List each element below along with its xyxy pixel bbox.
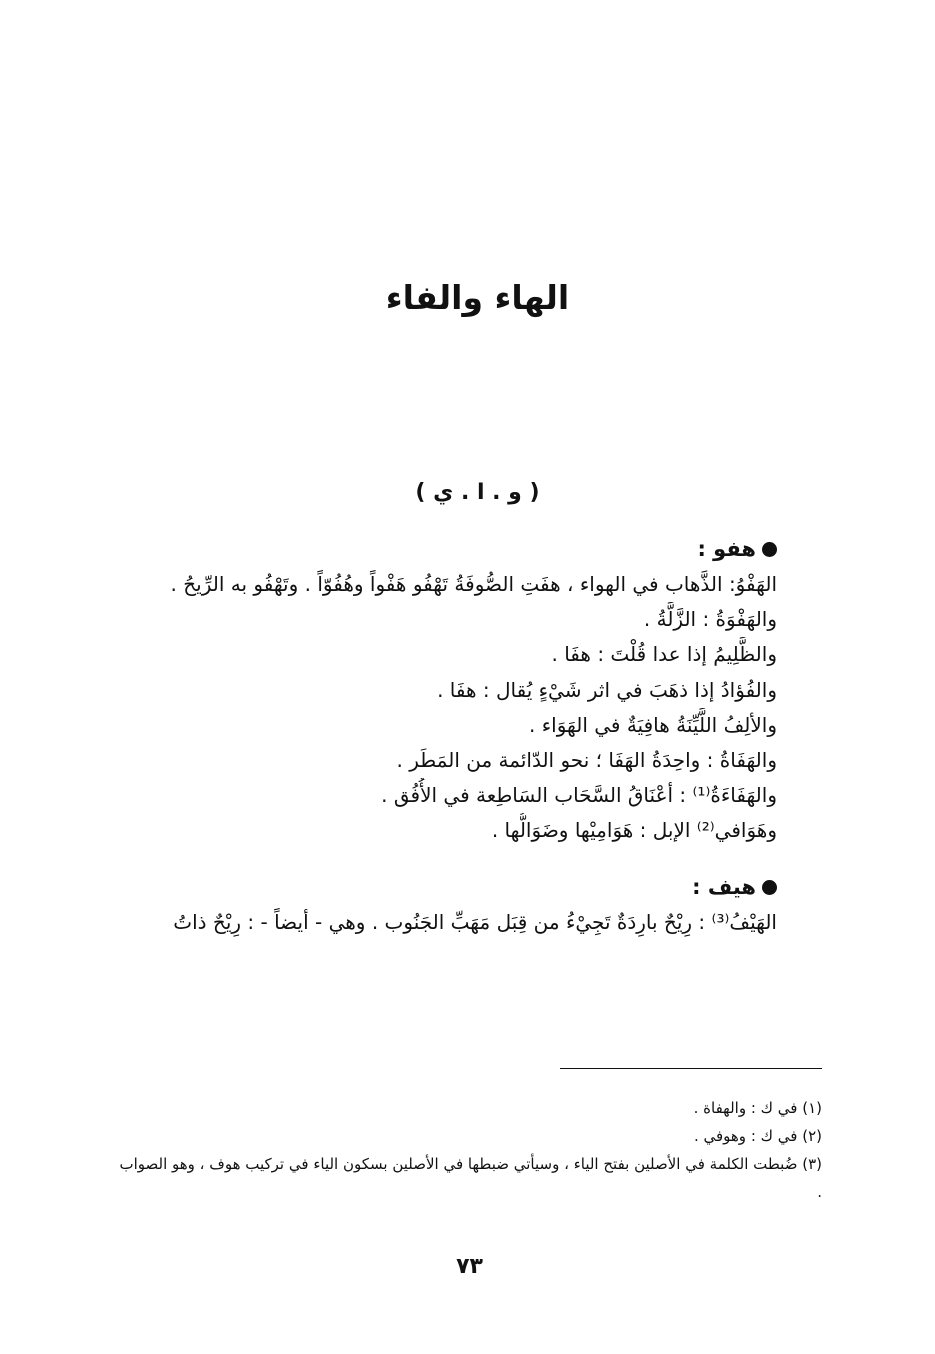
entry-hafw <box>117 531 777 849</box>
headword-text: هيف : <box>692 874 756 899</box>
entry-line: والألِفُ اللَّيِّنَةُ هافِيَةٌ في الهَوَاء . <box>529 712 777 737</box>
page-title: الهاء والفاء <box>385 278 570 317</box>
entry-line: والظَّلِيمُ إذا عدا قُلْتَ : هفَا . <box>551 642 777 667</box>
footnotes <box>112 1094 822 1206</box>
root-section-label: ( و . ا . ي ) <box>415 480 540 505</box>
dictionary-entries <box>117 531 777 940</box>
entry-hayf <box>117 869 777 940</box>
entry-line: وهَوَافي⁽²⁾ الإبل : هَوَامِيْها وضَوَالُّها . <box>491 818 777 843</box>
footnote: (١) في ك : والهفاة . <box>693 1099 822 1117</box>
entry-line: والفُؤادُ إذا ذهَبَ في اثر شَيْءٍ يُقال : هفَا . <box>437 677 777 702</box>
entry-line: والهَفَاءَةُ⁽¹⁾ : أعْنَاقُ السَّحَاب السَاطِعة في الأُفُق . <box>381 783 777 808</box>
entry-line: الهَيْفُ⁽³⁾ : رِيْحٌ بارِدَةٌ تَجِيْءُ من قِبَل مَهَبِّ الجَنُوب . وهي - أيضاً - : رِيْحٌ ذاتُ <box>173 909 777 934</box>
entry-headword <box>117 869 777 905</box>
entry-line: والهَفْوَةُ : الزَّلَّةُ . <box>643 607 777 632</box>
entry-line: والهَفَاةُ : واحِدَةُ الهَفَا ؛ نحو الدّائمة من المَطَر . <box>396 747 777 772</box>
headword-text: هفو : <box>697 537 756 561</box>
bullet-icon <box>762 542 777 557</box>
entry-line: الهَفْوُ: الذَّهاب في الهواء ، هفَتِ الصُّوفَةُ تَهْفُو هَفْواً وهُفُوّاً . وتَهْفُو به الرِّيحُ . <box>170 572 777 596</box>
footnote: (٣) ضُبطت الكلمة في الأصلين بفتح الياء ، وسيأتي ضبطها في الأصلين بسكون الياء في تركيب هوف ، وهو الصواب . <box>119 1155 822 1201</box>
entry-headword <box>117 531 777 567</box>
footnote-divider <box>560 1068 822 1069</box>
bullet-icon <box>762 880 777 895</box>
page-number: ٧٣ <box>456 1254 483 1279</box>
entry-gap <box>117 849 777 869</box>
footnote: (٢) في ك : وهوفي . <box>693 1127 822 1145</box>
